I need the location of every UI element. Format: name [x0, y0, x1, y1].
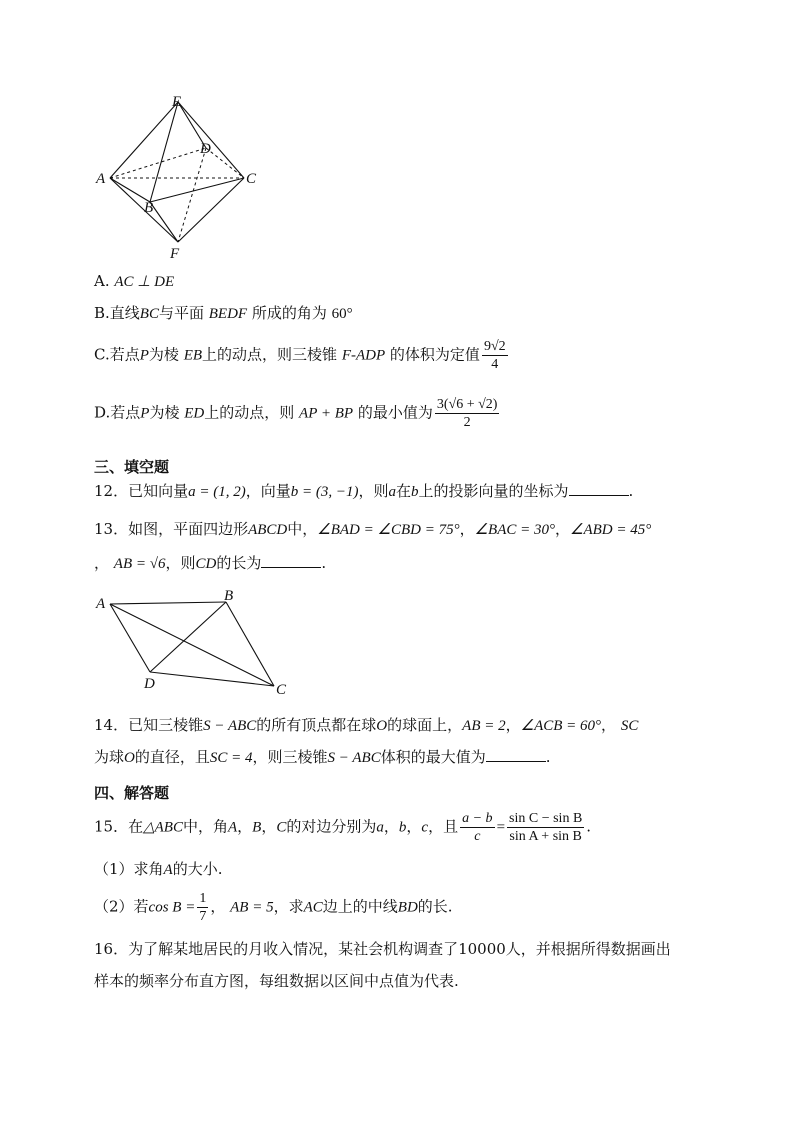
- edge-AB: [110, 178, 150, 202]
- option-b-angle: 60°: [331, 306, 353, 322]
- q14-sc: SC: [620, 718, 639, 734]
- label-A: A: [96, 171, 106, 187]
- answer-blank[interactable]: [261, 553, 321, 568]
- q14-pyramid: S − ABC: [203, 718, 257, 734]
- option-a-math: AC ⊥ DE: [114, 274, 175, 290]
- edge-BC: [150, 178, 244, 202]
- frac-den: 7: [199, 909, 207, 924]
- q14-text5: 的直径，且: [134, 748, 210, 766]
- question-13-line2: [94, 552, 326, 575]
- option-d-prefix: D.若点: [94, 403, 141, 422]
- section-solve-title: 四、解答题: [94, 784, 170, 802]
- q12-text1: 12．已知向量: [94, 482, 189, 500]
- edge-AB: [110, 602, 226, 604]
- q15-text2: 中，角: [182, 817, 228, 836]
- frac-num: 9√2: [483, 339, 506, 354]
- q15-p1-text1: （1）求角: [94, 860, 164, 878]
- edge-DC: [206, 148, 244, 178]
- option-a: [94, 270, 174, 293]
- edge-CF: [178, 178, 244, 242]
- q13-sep2: ，: [555, 520, 571, 538]
- q15-p2-ab: AB = 5: [230, 899, 274, 916]
- q13-text2: 中，: [287, 520, 318, 538]
- label-E: E: [172, 94, 182, 110]
- option-c-mid3: 的体积为定值: [389, 345, 480, 364]
- q14-end: .: [545, 748, 551, 766]
- option-c-mid2: 上的动点，则三棱锥: [202, 345, 338, 364]
- q13-abcd: ABCD: [248, 522, 288, 538]
- q13-cond3: ∠ABD = 45°: [570, 522, 652, 538]
- frac-num: 3(√6 + √2): [436, 397, 498, 412]
- q14-o2: O: [124, 750, 135, 766]
- option-c-prefix: C.若点: [94, 345, 140, 364]
- label-C: C: [276, 682, 287, 698]
- option-d-mid2: 上的动点，则: [204, 403, 295, 422]
- q14-pyramid2: S − ABC: [327, 750, 381, 766]
- question-16-line2: 样本的频率分布直方图，每组数据以区间中点值为代表.: [94, 972, 459, 990]
- answer-blank[interactable]: [486, 747, 546, 762]
- q15-a: a: [376, 819, 384, 836]
- q15-s1: ，: [237, 817, 253, 836]
- q15-p2-bd: BD: [397, 899, 418, 916]
- option-d-expr: AP + BP: [299, 405, 354, 422]
- q15-fraction-right: [507, 810, 584, 845]
- q12-vector-a: a = (1, 2): [188, 484, 246, 500]
- q12-end: .: [628, 482, 634, 500]
- edge-BD: [150, 602, 226, 672]
- q15-p2-text2: ，求: [273, 897, 304, 916]
- quadrilateral-figure: [92, 586, 302, 702]
- q12-text3: ，则: [358, 482, 389, 500]
- q14-text2: 的所有顶点都在球: [256, 716, 377, 734]
- q15-A: A: [227, 819, 238, 836]
- frac-num: sin C − sin B: [509, 811, 583, 826]
- q15-b: b: [398, 819, 407, 836]
- q12-b: b: [411, 484, 419, 500]
- q13-sep1: ，: [459, 520, 475, 538]
- q15-equals: =: [496, 819, 506, 836]
- question-15-part2: [94, 890, 453, 925]
- q15-p2-fraction: [197, 890, 208, 925]
- q14-text6: ，则三棱锥: [252, 748, 328, 766]
- q14-text1: 14．已知三棱锥: [94, 716, 204, 734]
- q13-cd: CD: [195, 556, 217, 572]
- frac-den: 2: [463, 415, 471, 430]
- q14-text3: 的球面上，: [387, 716, 463, 734]
- q14-text7: 体积的最大值为: [380, 748, 486, 766]
- q14-ab: AB = 2: [462, 718, 506, 734]
- q13-text3: ，则: [165, 554, 196, 572]
- option-b-prefix: B.直线: [94, 304, 140, 322]
- option-c-edge: EB: [183, 347, 203, 364]
- option-c-p: P: [139, 347, 149, 364]
- q14-sep: ，: [505, 716, 521, 734]
- question-14-line1: [94, 714, 638, 737]
- label-B: B: [144, 200, 154, 216]
- q15-s3: ，: [383, 817, 399, 836]
- option-d-mid1: 为棱: [149, 403, 180, 422]
- q13-end: .: [321, 554, 327, 572]
- option-d-fraction: [435, 396, 500, 431]
- q13-cond2: ∠BAC = 30°: [474, 522, 555, 538]
- option-b-suffix: 所成的角为: [251, 304, 327, 322]
- q14-o: O: [376, 718, 388, 734]
- frac-den: 4: [491, 357, 499, 372]
- q12-text5: 上的投影向量的坐标为: [418, 482, 569, 500]
- option-b-mid: 与平面: [158, 304, 204, 322]
- option-d: [94, 396, 501, 431]
- label-B: B: [224, 588, 234, 604]
- octahedron-figure: [90, 92, 270, 264]
- option-b-line: BC: [139, 306, 159, 322]
- q15-p2-ac: AC: [303, 899, 323, 916]
- q15-p2-cos: cos B =: [148, 899, 196, 916]
- question-12: [94, 480, 633, 503]
- q15-p2-text4: 的长.: [417, 897, 453, 916]
- q13-text1: 13．如图，平面四边形: [94, 520, 249, 538]
- question-13-line1: [94, 518, 651, 541]
- label-F: F: [170, 246, 180, 262]
- question-15-part1: [94, 858, 223, 881]
- q15-text1: 15．在: [94, 817, 144, 836]
- q13-ab: AB = √6: [113, 556, 166, 572]
- label-D: D: [200, 141, 211, 157]
- q12-vector-b: b = (3, −1): [290, 484, 359, 500]
- frac-den: sin A + sin B: [509, 829, 582, 844]
- q12-text4: 在: [395, 482, 411, 500]
- q15-p1-text2: 的大小.: [172, 860, 223, 878]
- option-d-p: P: [140, 405, 150, 422]
- q15-s2: ，: [261, 817, 277, 836]
- option-c-fraction: [482, 338, 508, 373]
- q15-text3: 的对边分别为: [286, 817, 377, 836]
- q15-text4: ，且: [428, 817, 459, 836]
- frac-num: a − b: [462, 811, 493, 826]
- q15-p2-sep: ，: [210, 897, 226, 916]
- q15-p1-A: A: [163, 862, 173, 878]
- section-fill-in-title: 三、填空题: [94, 458, 170, 476]
- q12-text2: ，向量: [245, 482, 291, 500]
- q15-end: .: [586, 817, 592, 836]
- q15-fraction-left: [460, 810, 494, 845]
- q15-c: c: [421, 819, 429, 836]
- q14-text4: 为球: [94, 748, 125, 766]
- edge-EC: [178, 102, 244, 178]
- q14-sc2: SC = 4: [209, 750, 253, 766]
- option-c-pyramid: F-ADP: [341, 347, 386, 364]
- frac-den: c: [474, 829, 481, 844]
- edge-BF: [150, 202, 178, 242]
- option-a-prefix: A.: [94, 272, 110, 290]
- q15-B: B: [252, 819, 262, 836]
- q15-s4: ，: [406, 817, 422, 836]
- question-16-line1: 16．为了解某地居民的月收入情况，某社会机构调查了10000人，并根据所得数据画出: [94, 940, 671, 958]
- option-b: [94, 302, 353, 325]
- q15-p2-text1: （2）若: [94, 897, 149, 916]
- q13-text4: 的长为: [216, 554, 262, 572]
- edge-DC: [150, 672, 274, 686]
- q13-sep: ，: [94, 554, 110, 572]
- option-c-mid1: 为棱: [148, 345, 179, 364]
- q15-C: C: [276, 819, 287, 836]
- frac-num: 1: [199, 891, 207, 906]
- q12-a: a: [388, 484, 396, 500]
- q15-triangle: △ABC: [143, 819, 183, 836]
- label-C: C: [246, 171, 257, 187]
- question-14-line2: [94, 746, 551, 769]
- q14-sep2: ，: [601, 716, 617, 734]
- q15-p2-text3: 边上的中线: [322, 897, 398, 916]
- option-c: [94, 338, 510, 373]
- question-15-line1: [94, 810, 591, 845]
- q13-cond1: ∠BAD = ∠CBD = 75°: [317, 522, 460, 538]
- label-D: D: [144, 676, 155, 692]
- q14-angle: ∠ACB = 60°: [520, 718, 602, 734]
- option-b-plane: BEDF: [208, 306, 248, 322]
- option-d-mid3: 的最小值为: [357, 403, 433, 422]
- answer-blank[interactable]: [569, 481, 629, 496]
- label-A: A: [96, 596, 106, 612]
- option-d-edge: ED: [184, 405, 205, 422]
